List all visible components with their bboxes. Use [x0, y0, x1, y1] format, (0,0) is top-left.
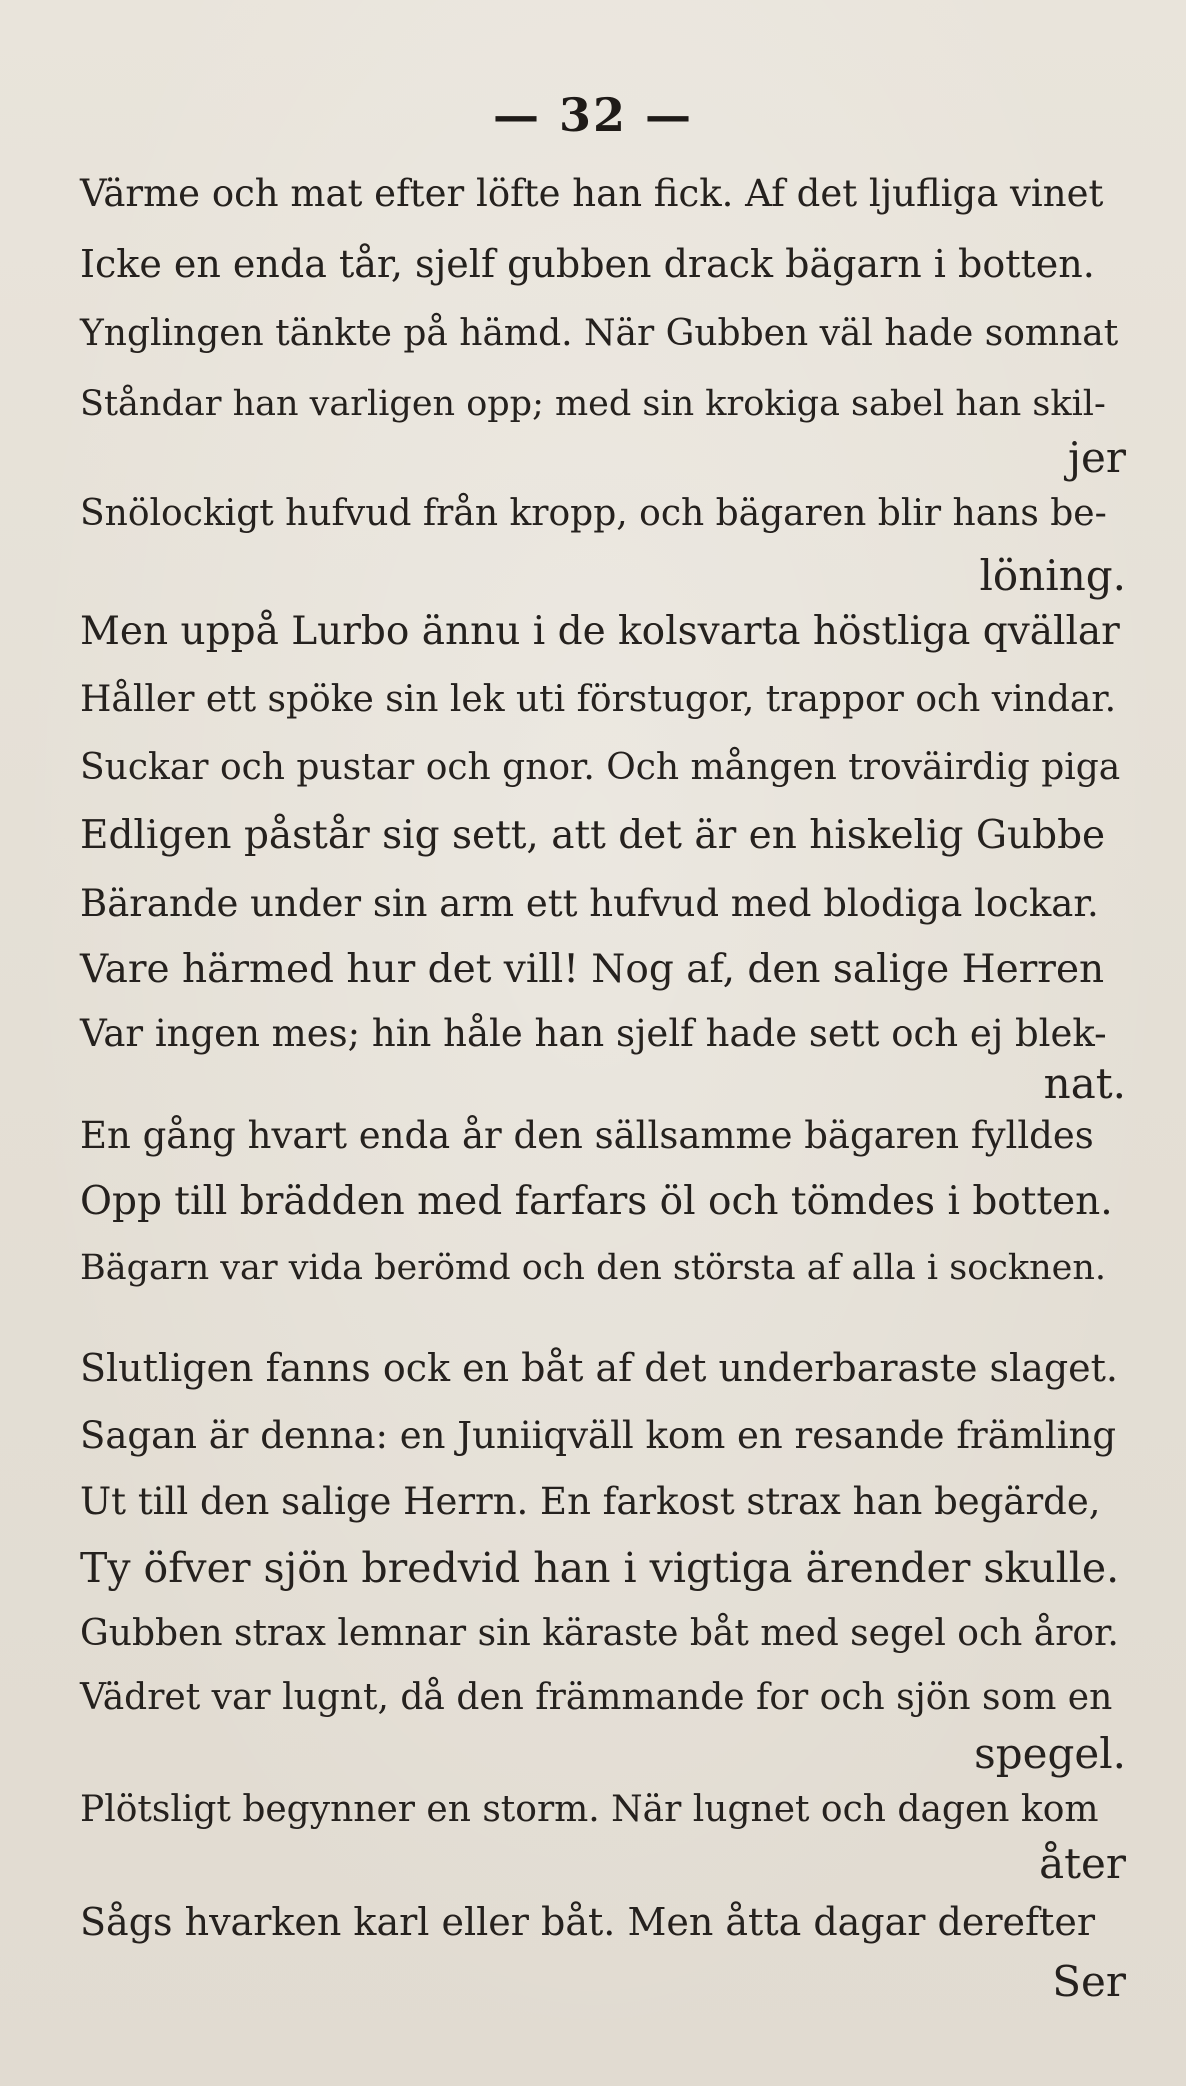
text-line-17: Opp till brädden med farfars öl och tömdes i botten.	[80, 1179, 1113, 1224]
text-line-15-continuation: nat.	[1043, 1059, 1126, 1108]
text-line-20: Sagan är denna: en Juniiqväll kom en resande främling	[80, 1414, 1117, 1457]
text-line-29-continuation: Ser	[1052, 1957, 1126, 2006]
text-line-14: Var ingen mes; hin håle han sjelf hade sett och ej blek-	[80, 1012, 1107, 1055]
text-line-11: Edligen påstår sig sett, att det är en hiskelig Gubbe	[80, 813, 1106, 858]
text-line-21: Ut till den salige Herrn. En farkost strax han begärde,	[80, 1480, 1101, 1523]
text-line-3: Ynglingen tänkte på hämd. När Gubben väl hade somnat	[80, 313, 1119, 354]
text-line-1: Värme och mat efter löfte han fick. Af det ljufliga vinet	[80, 172, 1104, 215]
text-line-22: Ty öfver sjön bredvid han i vigtiga ärender skulle.	[80, 1544, 1120, 1592]
page-number: — 32 —	[492, 88, 694, 142]
text-line-13: Vare härmed hur det vill! Nog af, den salige Herren	[80, 947, 1105, 992]
text-line-26: Plötsligt begynner en storm. När lugnet och dagen kom	[80, 1789, 1099, 1830]
text-line-19: Slutligen fanns ock en båt af det underbaraste slaget.	[80, 1346, 1118, 1390]
text-line-5-continuation: jer	[1068, 433, 1126, 482]
text-line-2: Icke en enda tår, sjelf gubben drack bägarn i botten.	[80, 242, 1095, 286]
text-line-23: Gubben strax lemnar sin käraste båt med segel och åror.	[80, 1613, 1119, 1654]
text-line-28: Sågs hvarken karl eller båt. Men åtta dagar derefter	[80, 1900, 1095, 1944]
text-line-18: Bägarn var vida berömd och den största af alla i socknen.	[80, 1248, 1107, 1288]
text-line-9: Håller ett spöke sin lek uti förstugor, trappor och vindar.	[80, 679, 1117, 720]
text-line-6: Snölockigt hufvud från kropp, och bägaren blir hans be-	[80, 493, 1107, 534]
text-line-10: Suckar och pustar och gnor. Och mången troväirdig piga	[80, 747, 1121, 788]
text-line-8: Men uppå Lurbo ännu i de kolsvarta höstliga qvällar	[80, 609, 1120, 654]
text-line-12: Bärande under sin arm ett hufvud med blodiga lockar.	[80, 882, 1099, 925]
text-line-4: Ståndar han varligen opp; med sin krokiga sabel han skil-	[80, 384, 1106, 424]
text-line-25-continuation: spegel.	[974, 1729, 1126, 1778]
text-line-27-continuation: åter	[1039, 1839, 1126, 1888]
text-line-7-continuation: löning.	[979, 551, 1126, 600]
text-line-24: Vädret var lugnt, då den främmande for och sjön som en	[80, 1677, 1113, 1718]
text-line-16: En gång hvart enda år den sällsamme bägaren fylldes	[80, 1114, 1094, 1157]
